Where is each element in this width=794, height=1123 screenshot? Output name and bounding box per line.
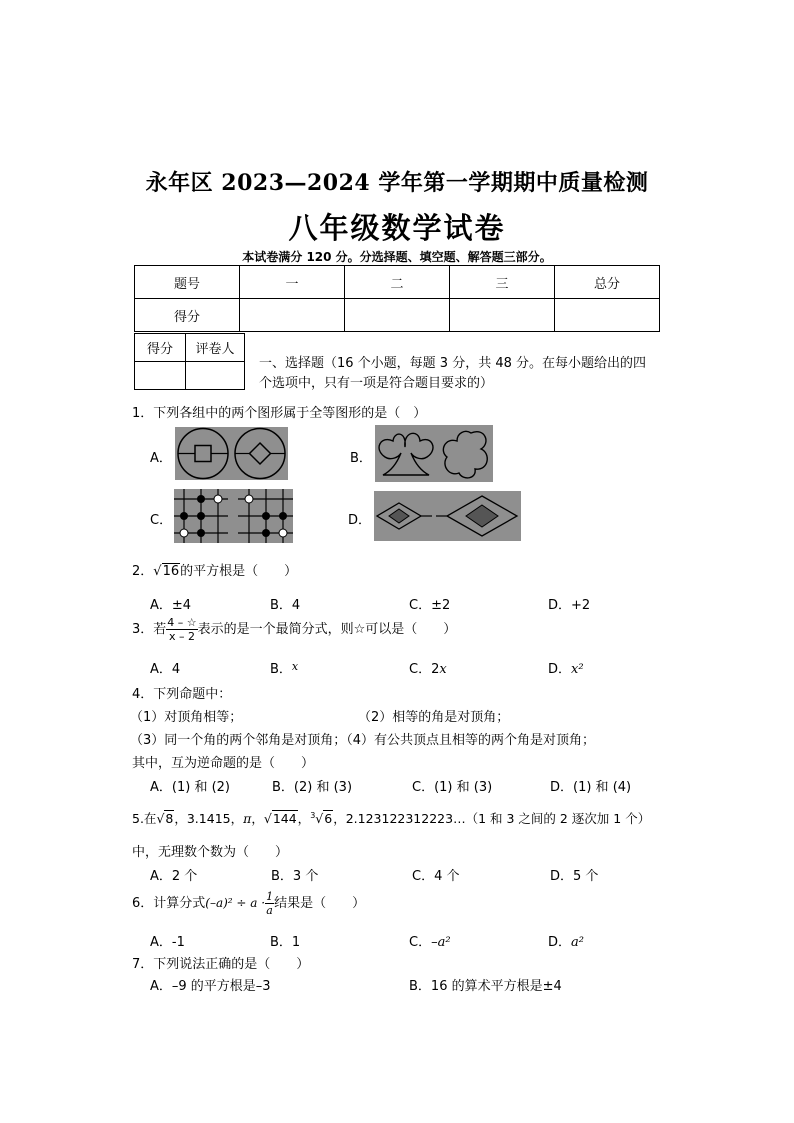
q4-option-b: B．(2) 和 (3) (272, 780, 353, 795)
score-table (134, 265, 660, 332)
q1-figure-d (374, 491, 521, 541)
q1-option-b-label: B． (350, 451, 372, 466)
q1-stem: 1．下列各组中的两个图形属于全等图形的是（ ） (132, 406, 427, 421)
exam-title: 永年区 2023—2024 学年第一学期期中质量检测 (145, 170, 649, 196)
score-cell[interactable] (555, 299, 660, 332)
q4-prop-1: （1）对顶角相等； (130, 710, 243, 725)
q3-option-b: B．$^x$ (270, 660, 299, 677)
q2-stem-rest: 的平方根是（ ） (180, 564, 298, 579)
score-row-label: 得分 (135, 299, 240, 332)
score-header-cell: 一 (240, 266, 345, 299)
q2-option-a: A．±4 (150, 598, 192, 613)
q2-option-d: D．+2 (548, 598, 591, 613)
score-cell[interactable] (345, 299, 450, 332)
q3-fraction: $\frac{4 - ☆}{x - 2}$ (167, 616, 197, 643)
q5-option-c: C．4 个 (412, 869, 460, 884)
score-cell[interactable] (240, 299, 345, 332)
score-header-cell: 二 (345, 266, 450, 299)
q2-stem (132, 560, 297, 579)
exam-subtitle: 八年级数学试卷 (288, 211, 506, 245)
q1-option-a-label: A． (150, 451, 172, 466)
sqrt-16: √16 (153, 564, 180, 579)
q2-option-c: C．±2 (409, 598, 451, 613)
q5-option-a: A．2 个 (150, 869, 198, 884)
q3-option-d: D．x² (548, 662, 584, 677)
q5-option-b: B．3 个 (271, 869, 319, 884)
section1-line2: 个选项中，只有一项是符合题目要求的） (259, 376, 494, 391)
q1-option-c-label: C． (150, 513, 173, 528)
q1-option-d-label: D． (348, 513, 372, 528)
q1-figure-b (375, 425, 493, 482)
q4-stem: 4．下列命题中： (132, 687, 232, 702)
q2-option-b: B．4 (270, 598, 301, 613)
score-cell[interactable] (450, 299, 555, 332)
q7-option-a: A．–9 的平方根是–3 (150, 979, 271, 994)
q4-prop-2: （2）相等的角是对顶角； (358, 710, 510, 725)
grader-score-label: 得分 (135, 334, 186, 362)
q4-option-c: C．(1) 和 (3) (412, 780, 493, 795)
q6-option-c: C．–a² (409, 935, 451, 950)
q6-option-a: A．-1 (150, 935, 185, 950)
q6-option-b: B．1 (270, 935, 301, 950)
q6-option-d: D．a² (548, 935, 584, 950)
exam-note: 本试卷满分 120 分。分选择题、填空题、解答题三部分。 (242, 250, 552, 264)
q4-prop-3-4: （3）同一个角的两个邻角是对顶角；（4）有公共顶点且相等的两个角是对顶角； (130, 733, 596, 748)
section1-line1: 一、选择题（16 个小题，每题 3 分，共 48 分。在每小题给出的四 (259, 356, 647, 371)
score-table-header-row (135, 266, 660, 299)
score-header-cell: 三 (450, 266, 555, 299)
grader-box (134, 333, 245, 390)
q4-option-a: A．(1) 和 (2) (150, 780, 230, 795)
score-header-cell: 总分 (555, 266, 660, 299)
q6-stem: 6．计算分式(–a)² ÷ a · $\frac{1}{a}$ 结果是（ ） (132, 890, 366, 917)
grader-name-cell[interactable] (186, 362, 245, 390)
q2-number: 2． (132, 564, 154, 579)
q6-fraction: $\frac{1}{a}$ (266, 890, 274, 917)
q4-ask: 其中，互为逆命题的是（ ） (132, 756, 315, 771)
q3-option-c: C．2x (409, 662, 447, 677)
grader-score-cell[interactable] (135, 362, 186, 390)
q5-stem: 5.在√8，3.1415，π，√144，$^3$√6，2.123122312223…（1 和 3 之间的 2 逐次加 1 个） (132, 810, 651, 826)
q3-stem: 3．若 $\frac{4 - ☆}{x - 2}$ 表示的是一个最简分式，则☆可以是（ ） (132, 616, 457, 643)
grader-name-label: 评卷人 (186, 334, 245, 362)
q7-stem: 7．下列说法正确的是（ ） (132, 957, 310, 972)
q1-figure-a (175, 427, 288, 480)
q5-line2: 中，无理数个数为（ ） (132, 845, 289, 860)
q5-option-d: D．5 个 (550, 869, 599, 884)
q4-option-d: D．(1) 和 (4) (550, 780, 632, 795)
score-header-cell: 题号 (135, 266, 240, 299)
q3-option-a: A．4 (150, 662, 181, 677)
q1-figure-c (174, 489, 293, 543)
q7-option-b: B．16 的算术平方根是±4 (409, 979, 562, 994)
score-table-score-row (135, 299, 660, 332)
